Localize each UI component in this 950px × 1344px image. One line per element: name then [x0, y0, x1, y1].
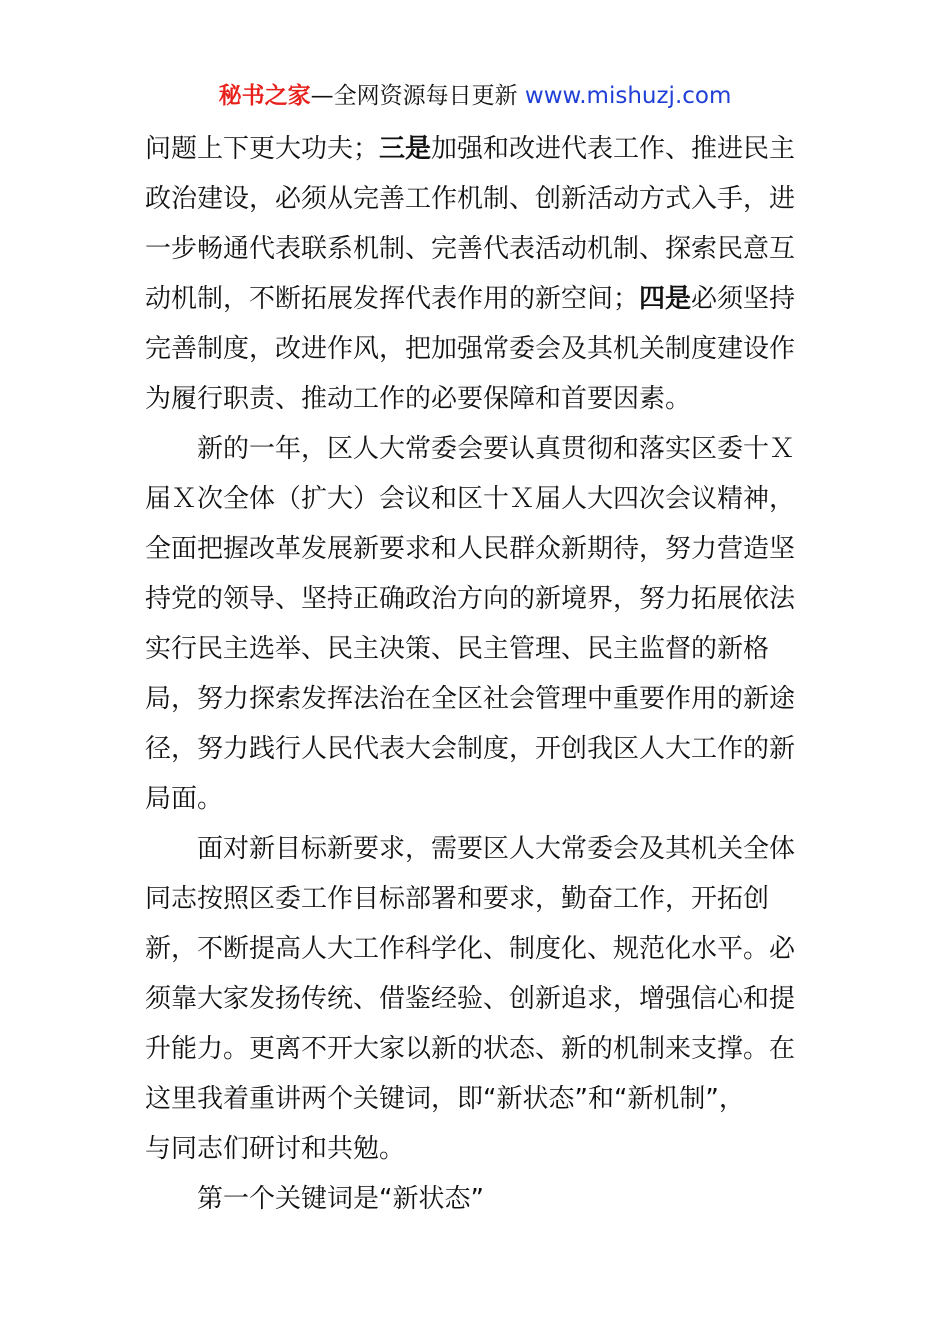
text-line: 同志按照区委工作目标部署和要求，勤奋工作，开拓创: [145, 884, 770, 914]
section-heading: 第一个关键词是“新状态”: [197, 1184, 484, 1214]
text-line: 一步畅通代表联系机制、完善代表活动机制、探索民意互: [145, 234, 796, 264]
bold-marker: 三是: [379, 134, 432, 164]
text-line: 新的一年，区人大常委会要认真贯彻和落实区委十Ｘ: [197, 434, 796, 464]
text-line: 径，努力践行人民代表大会制度，开创我区人大工作的新: [145, 734, 796, 764]
text-line: 新，不断提高人大工作科学化、制度化、规范化水平。必: [145, 934, 796, 964]
bold-marker: 四是: [639, 284, 692, 314]
text-line: [145, 274, 810, 324]
text-segment: 加强和改进代表工作、推进民主: [431, 134, 796, 164]
text-line: 局面。: [145, 784, 224, 814]
site-brand: 秘书之家: [218, 83, 311, 109]
text-segment: 动机制，不断拓展发挥代表作用的新空间；: [145, 284, 640, 314]
site-tagline: —全网资源每日更新: [310, 83, 518, 109]
text-line: 与同志们研讨和共勉。: [145, 1134, 406, 1164]
text-line: 实行民主选举、民主决策、民主管理、民主监督的新格: [145, 634, 770, 664]
text-line: 全面把握改革发展新要求和人民群众新期待，努力营造坚: [145, 534, 796, 564]
site-header: [0, 80, 950, 112]
text-segment: 必须坚持: [691, 284, 796, 314]
text-line: 局，努力探索发挥法治在全区社会管理中重要作用的新途: [145, 684, 796, 714]
text-line: 持党的领导、坚持正确政治方向的新境界，努力拓展依法: [145, 584, 796, 614]
text-segment: 问题上下更大功夫；: [145, 134, 380, 164]
text-line: 为履行职责、推动工作的必要保障和首要因素。: [145, 384, 692, 414]
text-line: 届Ｘ次全体（扩大）会议和区十Ｘ届人大四次会议精神，: [145, 484, 796, 514]
text-line: 须靠大家发扬传统、借鉴经验、创新追求，增强信心和提: [145, 984, 796, 1014]
site-url[interactable]: www.mishuzj.com: [524, 83, 732, 109]
text-line: 升能力。更离不开大家以新的状态、新的机制来支撑。在: [145, 1034, 796, 1064]
text-line: 面对新目标新要求，需要区人大常委会及其机关全体: [197, 834, 796, 864]
document-body: [145, 124, 810, 1224]
text-line: [145, 124, 810, 174]
text-line: 完善制度，改进作风，把加强常委会及其机关制度建设作: [145, 334, 796, 364]
text-line: 政治建设，必须从完善工作机制、创新活动方式入手，进: [145, 184, 796, 214]
text-line: 这里我着重讲两个关键词，即“新状态”和“新机制”，: [145, 1084, 745, 1114]
